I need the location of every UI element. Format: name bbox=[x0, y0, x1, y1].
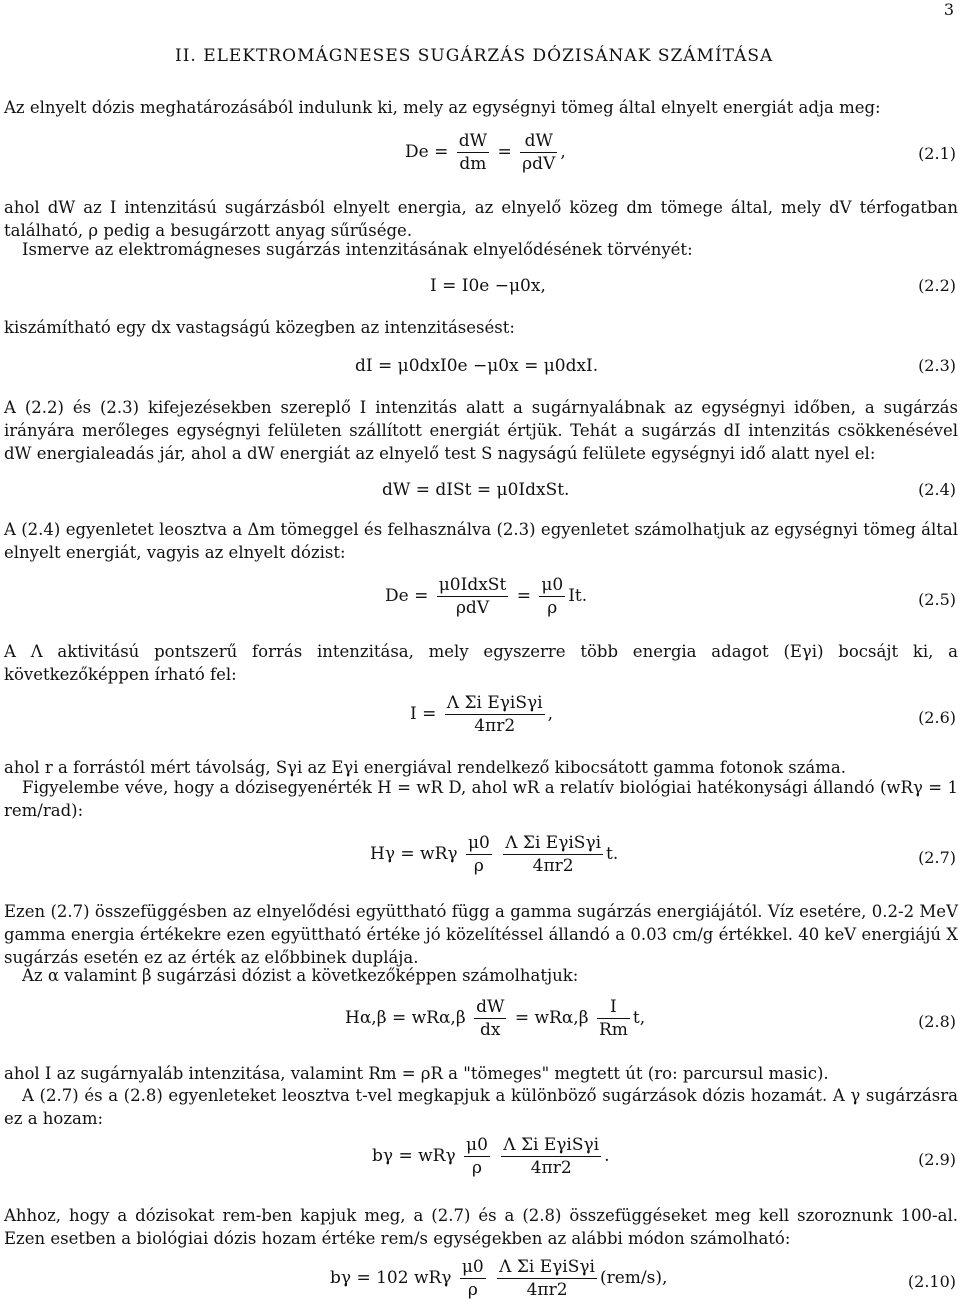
paragraph-dose-equivalent: Figyelembe véve, hogy a dózisegyenérték H = wR D, ahol wR a relatív biológiai hatékonysági állandó (wRγ = 1 rem/rad): bbox=[4, 778, 958, 820]
equation-2-7: Hγ = wRγ $\frac{\mu 0}{\rho}$ $\frac{\text{Λ Σi EγiSγi}}{4\pi r2}$ t. (2.7) bbox=[370, 833, 956, 876]
equation-number: (2.2) bbox=[918, 276, 956, 295]
fraction: $\frac{\text{μ0IdxSt}}{\text{ρdV}}$ bbox=[438, 575, 507, 618]
paragraph-dose-rate: A (2.7) és a (2.8) egyenleteket leosztva t-vel megkapjuk a különböző sugárzások dózis hozamát. A γ sugárzásra ez a hozam: bbox=[4, 1086, 958, 1128]
fraction: $\frac{\mu 0}{\rho}$ bbox=[466, 1135, 488, 1178]
fraction: $\frac{\text{Λ Σi EγiSγi}}{4\pi r2}$ bbox=[446, 693, 543, 736]
paragraph-energy-dependence: Ezen (2.7) összefüggésben az elnyelődési együttható függ a gamma sugárzás energiájától. Víz esetére, 0.2-2 MeV gamma energia értékekre ezen együttható értéke jó közelítéssel állandó a 0.03 cm/g értékkel. 40 keV energiájú X sugárzás esetén ez az érték az előbbinek duplája. bbox=[4, 902, 958, 967]
eq-lhs: De = bbox=[385, 586, 429, 606]
equation-number: (2.7) bbox=[918, 848, 956, 867]
equation-number: (2.5) bbox=[918, 590, 956, 609]
paragraph-definitions: ahol dW az I intenzitású sugárzásból elnyelt energia, az elnyelő közeg dm tömege által, mely dV térfogatban található, ρ pedig a besugárzott anyag sűrűsége. bbox=[4, 198, 958, 240]
fraction: $\frac{dW}{dm}$ bbox=[458, 131, 488, 174]
fraction: $\frac{dW}{dx}$ bbox=[476, 997, 505, 1040]
paragraph-distance: ahol r a forrástól mért távolság, Sγi az Eγi energiával rendelkező kibocsátott gamma fotonok száma. bbox=[4, 758, 846, 777]
equation-2-2: I = I0e −μ0x, (2.2) bbox=[430, 276, 956, 296]
equation-2-5: De = $\frac{\text{μ0IdxSt}}{\text{ρdV}}$ = $\frac{\mu 0}{\rho}$ It. (2.5) bbox=[385, 575, 956, 618]
equation-2-6: I = $\frac{\text{Λ Σi EγiSγi}}{4\pi r2}$ , (2.6) bbox=[410, 693, 956, 736]
equation-2-4: dW = dISt = μ0IdxSt. (2.4) bbox=[382, 480, 956, 500]
fraction: $\frac{\mu 0}{\rho}$ bbox=[461, 1257, 484, 1300]
equation-2-1: De = $\frac{dW}{dm}$ = $\frac{dW}{\text{ρdV}}$ , (2.1) bbox=[405, 131, 956, 174]
fraction: $\frac{dW}{\text{ρdV}}$ bbox=[522, 131, 556, 174]
paragraph-mass-path: ahol I az sugárnyaláb intenzitása, valamint Rm = ρR a "tömeges" megtett út (ro: parcursul masic). bbox=[4, 1064, 829, 1083]
fraction: $\frac{\mu 0}{\rho}$ bbox=[467, 833, 490, 876]
eq-lhs: Hγ = wRγ bbox=[370, 844, 458, 864]
page-number: 3 bbox=[943, 0, 954, 19]
eq-lhs: I = bbox=[410, 704, 437, 724]
paragraph-intensity-definition: A (2.2) és (2.3) kifejezésekben szereplő I intenzitás alatt a sugárnyalábnak az egységnyi időben, a sugárzás irányára merőleges egységnyi felületen szállított energiát értjük. Tehát a sugárzás dI intenzitás csökkenésével dW energialeadás jár, ahol a dW energiát az elnyelő test S nagyságú felülete egységnyi idő alatt nyel el: bbox=[4, 398, 958, 463]
fraction: $\frac{\text{Λ Σi EγiSγi}}{4\pi r2}$ bbox=[503, 1135, 600, 1178]
equation-2-3: dI = μ0dxI0e −μ0x = μ0dxI. (2.3) bbox=[355, 356, 956, 376]
equation-number: (2.1) bbox=[918, 144, 956, 163]
eq-lhs: Hα,β = wRα,β bbox=[345, 1008, 466, 1028]
equation-number: (2.8) bbox=[918, 1012, 956, 1031]
equation-number: (2.10) bbox=[907, 1272, 956, 1291]
fraction: $\frac{\text{Λ Σi EγiSγi}}{4\pi r2}$ bbox=[499, 1257, 595, 1300]
fraction: $\frac{I}{Rm}$ bbox=[598, 997, 628, 1040]
paragraph-rem-conversion: Ahhoz, hogy a dózisokat rem-ben kapjuk meg, a (2.7) és a (2.8) összefüggéseket meg kell szoroznunk 100-al. Ezen esetben a biológiai dózis hozam értéke rem/s egységekben az alábbi módon számolható: bbox=[4, 1206, 958, 1248]
fraction: $\frac{\text{Λ Σi EγiSγi}}{4\pi r2}$ bbox=[505, 833, 602, 876]
equation-2-10: bγ = 102 wRγ $\frac{\mu 0}{\rho}$ $\frac{\text{Λ Σi EγiSγi}}{4\pi r2}$ (rem/s), (2.10) bbox=[330, 1257, 956, 1300]
eq-lhs: De = bbox=[405, 142, 449, 162]
eq-lhs: bγ = wRγ bbox=[372, 1146, 456, 1166]
equation-number: (2.4) bbox=[918, 480, 956, 499]
paragraph-absorbed-dose: A (2.4) egyenletet leosztva a Δm tömeggel és felhasználva (2.3) egyenletet számolhatjuk az egységnyi tömeg által elnyelt energiát, vagyis az elnyelt dózist: bbox=[4, 520, 958, 562]
equation-number: (2.3) bbox=[918, 356, 956, 375]
fraction: $\frac{\mu 0}{\rho}$ bbox=[541, 575, 564, 618]
equation-2-8: Hα,β = wRα,β $\frac{dW}{dx}$ = wRα,β $\frac{I}{Rm}$ t, (2.8) bbox=[345, 997, 956, 1040]
paragraph-absorption-law: Ismerve az elektromágneses sugárzás intenzitásának elnyelődésének törvényét: bbox=[22, 240, 693, 259]
equation-number: (2.6) bbox=[918, 708, 956, 727]
equation-number: (2.9) bbox=[918, 1150, 956, 1169]
equation-2-9: bγ = wRγ $\frac{\mu 0}{\rho}$ $\frac{\text{Λ Σi EγiSγi}}{4\pi r2}$ . (2.9) bbox=[372, 1135, 956, 1178]
eq-lhs: bγ = 102 wRγ bbox=[330, 1268, 452, 1288]
paragraph-intro: Az elnyelt dózis meghatározásából indulunk ki, mely az egységnyi tömeg által elnyelt energiát adja meg: bbox=[4, 98, 881, 117]
paragraph-alpha-beta: Az α valamint β sugárzási dózist a következőképpen számolhatjuk: bbox=[22, 966, 579, 985]
paragraph-intensity-drop: kiszámítható egy dx vastagságú közegben az intenzitásesést: bbox=[4, 318, 515, 337]
paragraph-point-source: A Λ aktivitású pontszerű forrás intenzitása, mely egyszerre több energia adagot (Eγi) bocsájt ki, a következőképpen írható fel: bbox=[4, 642, 958, 684]
section-title: II. ELEKTROMÁGNESES SUGÁRZÁS DÓZISÁNAK SZÁMÍTÁSA bbox=[175, 46, 774, 66]
